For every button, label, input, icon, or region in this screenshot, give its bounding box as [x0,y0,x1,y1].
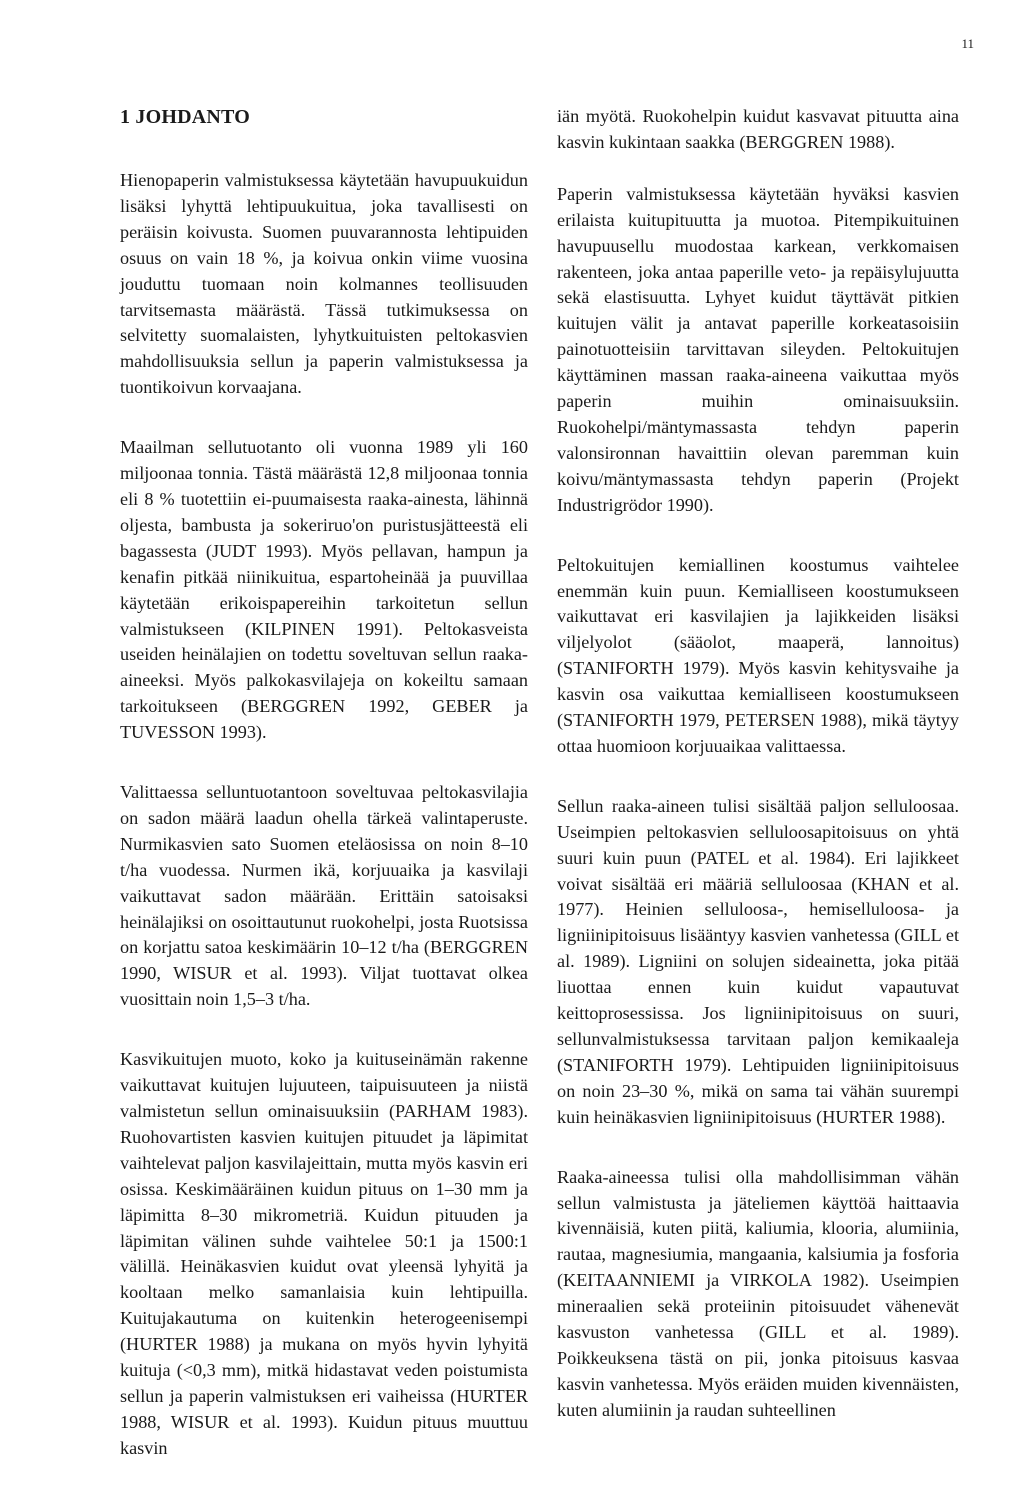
paragraph-world-pulp-production: Maailman sellutuotanto oli vuonna 1989 yli 160 miljoonaa tonnia. Tästä määrästä 12,8 miljoonaa tonnia eli 8 % tuotettiin ei-puumaisesta raaka-ainesta, lähinnä oljesta, bambusta ja sokeriruo'on puristusjätteestä eli bagassesta (JUDT 1993). Myös pellavan, hampun ja kenafin pitkää niinikuitua, espartoheinää ja puuvillaa käytetään erikoispapereihin tarkoitetun sellun valmistukseen (KILPINEN 1991). Peltokasveista useiden heinälajien on todettu soveltuvan sellun raaka-aineeksi. Myös palkokasvilajeja on kokeiltu samaan tarkoitukseen (BERGGREN 1992, GEBER ja TUVESSON 1993). [120,437,528,743]
paragraph-chemical-composition: Peltokuitujen kemiallinen koostumus vaihtelee enemmän kuin puun. Kemialliseen koostumukseen vaikuttavat eri kasvilajien ja lajikkeiden lisäksi viljelyolot (sääolot, maaperä, lannoitus) (STANIFORTH 1979). Myös kasvin kehitysvaihe ja kasvin osa vaikuttaa kemialliseen koostumukseen (STANIFORTH 1979, PETERSEN 1988), mikä täytyy ottaa huomioon korjuuaikaa valittaessa. [557,554,959,756]
paragraph-continuation: iän myötä. Ruokohelpin kuidut kasvavat pituutta aina kasvin kukintaan saakka (BERGGREN 1988). [557,106,959,152]
left-column [120,104,528,1488]
paragraph-cellulose-lignin: Sellun raaka-aineen tulisi sisältää paljon selluloosaa. Useimpien peltokasvien selluloosapitoisuus on yhtä suuri kuin puun (PATEL et al. 1984). Eri lajikkeet voivat sisältää eri määriä selluloosaa (KHAN et al. 1977). Heinien selluloosa-, hemiselluloosa- ja ligniinipitoisuus lisääntyy kasvien vanhetessa (GILL et al. 1989). Ligniini on solujen sideainetta, joka pitää liuottaa ennen kuin kuidut vapautuvat keittoprosessissa. Jos ligniinipitoisuus on suuri, sellunvalmistuksessa tarvitaan paljon kemikaaleja (STANIFORTH 1979). Lehtipuiden ligniinipitoisuus on noin 23–30 %, mikä on sama tai vähän suurempi kuin heinäkasvien ligniinipitoisuus (HURTER 1988). [557,795,959,1127]
paragraph-minerals: Raaka-aineessa tulisi olla mahdollisimman vähän sellun valmistusta ja jäteliemen käyttöä haittaavia kivennäisiä, kuten piitä, kaliumia, klooria, alumiinia, rautaa, magnesiumia, mangaania, kalsiumia ja fosforia (KEITAANNIEMI ja VIRKOLA 1982). Useimpien mineraalien sekä proteiinin pitoisuudet vähenevät kasvuston vanhetessa (GILL et al. 1989). Poikkeuksena tästä on pii, jonka pitoisuus kasvaa kasvin vanhetessa. Myös eräiden muiden kivennäisten, kuten alumiinin ja raudan suhteellinen [557,1166,959,1420]
paragraph-crop-yield: Valittaessa selluntuotantoon soveltuvaa peltokasvilajia on sadon määrä laadun ohella tärkeä valintaperuste. Nurmikasvien sato Suomen eteläosissa on noin 8–10 t/ha vuodessa. Nurmen ikä, korjuuaika ja kasvilaji vaikuttavat sadon määrään. Erittäin satoisaksi heinälajiksi on osoittautunut ruokohelpi, josta Ruotsissa on korjattu satoa keskimäärin 10–12 t/ha (BERGGREN 1990, WISUR et al. 1993). Viljat tuottavat olkea vuosittain noin 1,5–3 t/ha. [120,782,528,1010]
paragraph-fiber-properties: Kasvikuitujen muoto, koko ja kuituseinämän rakenne vaikuttavat kuitujen lujuuteen, taipuisuuteen ja niistä valmistetun sellun ominaisuuksiin (PARHAM 1983). Ruohovartisten kasvien kuitujen pituudet ja läpimitat vaihtelevat paljon kasvilajeittain, mutta myös kasvin eri osissa. Keskimääräinen kuidun pituus on 1–30 mm ja läpimitta 8–30 mikrometriä. Kuidun pituuden ja läpimitan välinen suhde vaihtelee 50:1 ja 1500:1 välillä. Heinäkasvien kuidut ovat yleensä lyhyitä ja kooltaan melko samanlaisia kuin lehtipuilla. Kuitujakautuma on kuitenkin heterogeenisempi (HURTER 1988) ja mukana on myös hyvin lyhyitä kuituja (<0,3 mm), mitkä hidastavat veden poistumista sellun ja paperin valmistuksen eri vaiheissa (HURTER 1988, WISUR et al. 1993). Kuidun pituus muuttuu kasvin [120,1049,528,1458]
page-number: 11 [961,36,974,51]
right-column [557,104,959,1450]
paragraph-paper-fiber-use: Paperin valmistuksessa käytetään hyväksi kasvien erilaista kuitupituutta ja muotoa. Pitempikuituinen havupuusellu muodostaa karkean, verkkomaisen rakenteen, joka antaa paperille veto- ja repäisylujuutta sekä elastisuutta. Lyhyet kuidut täyttävät pitkien kuitujen välit ja antavat paperille korkeatasoisiin painotuotteisiin tarvittavan sileyden. Peltokuitujen käyttäminen massan raaka-aineena vaikuttaa myös paperin muihin ominaisuuksiin. Ruokohelpi/mäntymassasta tehdyn paperin valonsironnan havaittiin olevan paremman kuin koivu/mäntymassasta tehdyn paperin (Projekt Industrigrödor 1990). [557,183,959,515]
section-heading: 1 JOHDANTO [120,106,250,128]
paragraph-introduction: Hienopaperin valmistuksessa käytetään havupuukuidun lisäksi lyhyttä lehtipuukuitua, joka tavallisesti on peräisin koivusta. Suomen puuvarannosta lehtipuiden osuus on vain 18 %, ja koivua onkin viime vuosina jouduttu tuomaan noin kolmannes teollisuuden tarvitsemasta määrästä. Tässä tutkimuksessa on selvitetty suomalaisten, lyhytkuituisten peltokasvien mahdollisuuksia sellun ja paperin valmistuksessa ja tuontikoivun korvaajana. [120,170,528,398]
